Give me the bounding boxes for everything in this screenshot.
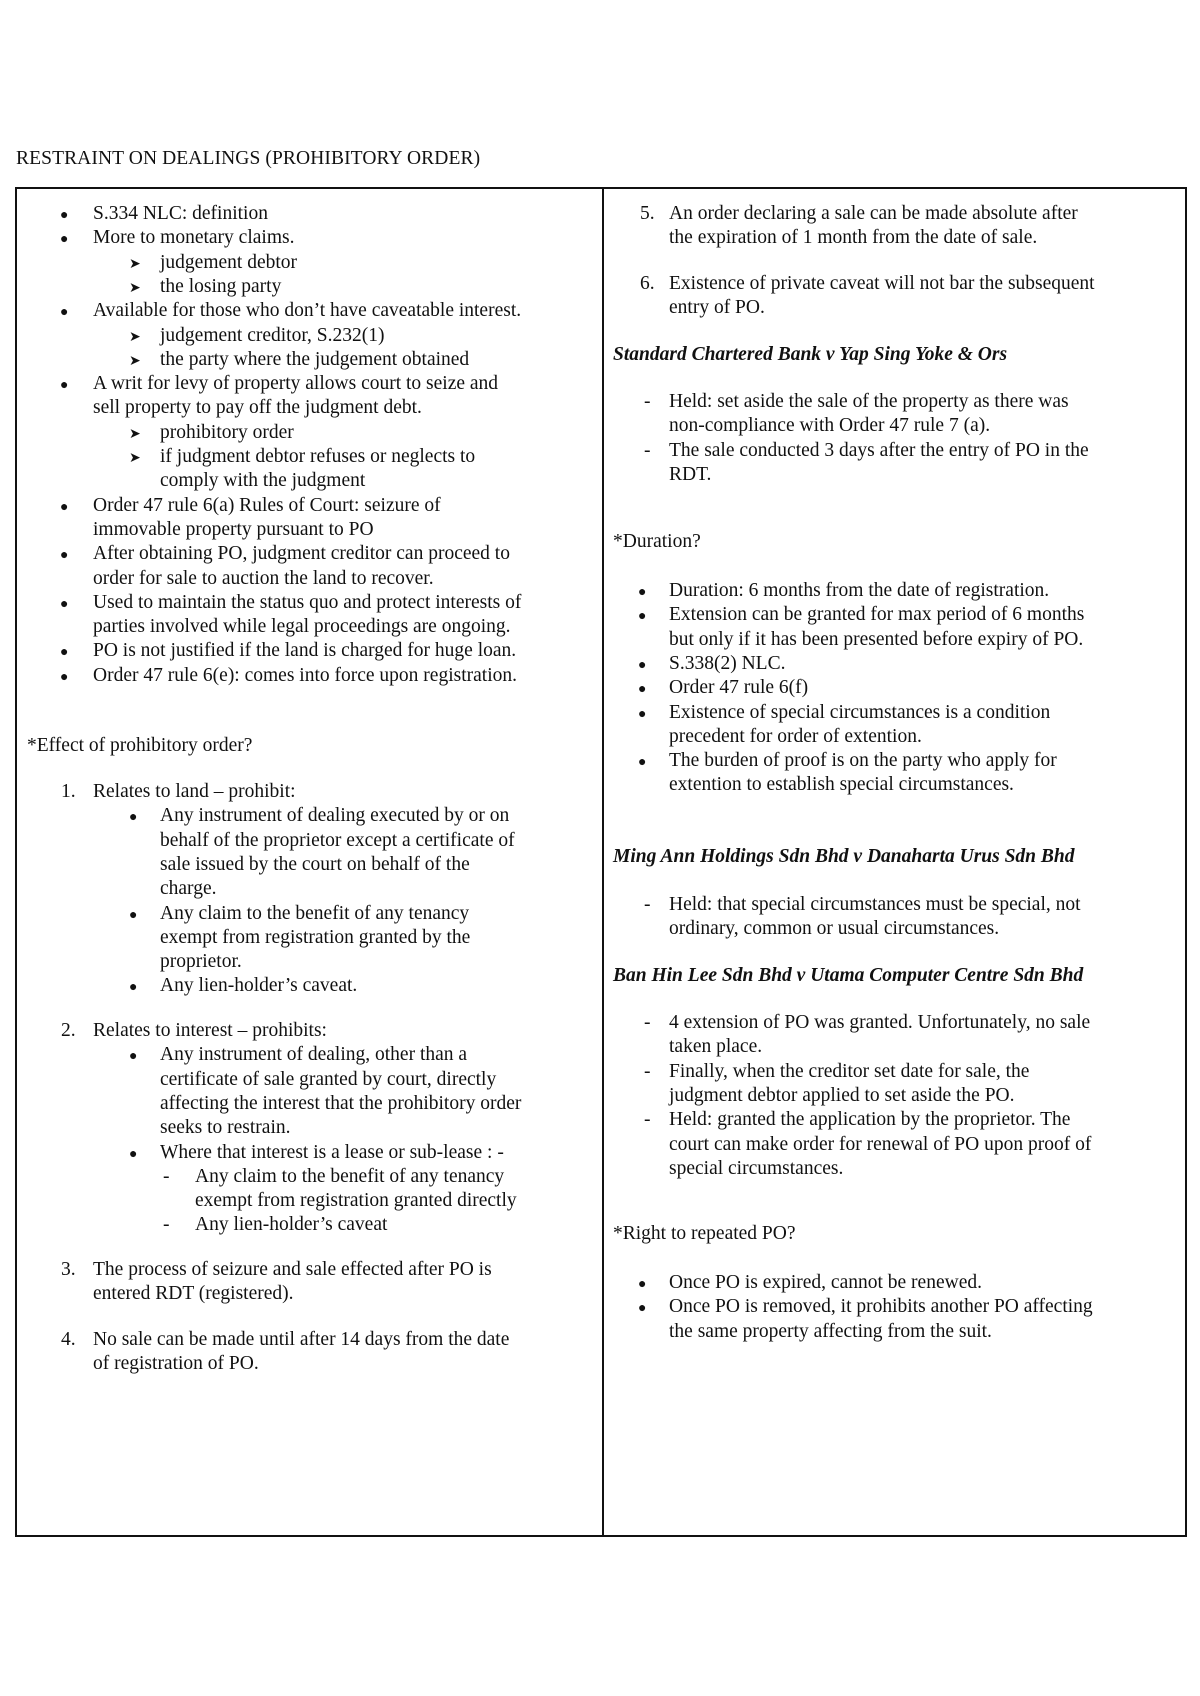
arrow-bullet-icon: ➤ [129,256,141,272]
numbered-text: of registration of PO. [93,1353,259,1375]
bullet-icon: ● [129,1146,138,1162]
case-point-text: ordinary, common or usual circumstances. [669,918,1000,940]
case-point-text: special circumstances. [669,1157,844,1179]
page-title: RESTRAINT ON DEALINGS (PROHIBITORY ORDER) [16,148,481,169]
list-number: 6. [640,273,655,294]
case-title: Ban Hin Lee Sdn Bhd v Utama Computer Centre Sdn Bhd [613,965,1084,986]
dash-marker: - [644,894,651,915]
arrow-bullet-icon: ➤ [129,353,141,369]
case-point-text: court can make order for renewal of PO upon proof of [669,1133,1092,1155]
arrow-bullet-icon: ➤ [129,280,141,296]
bullet-text: Order 47 rule 6(e): comes into force upon registration. [93,664,517,686]
duration-heading: *Duration? [613,531,701,552]
bullet-icon: ● [638,706,647,722]
bullet-text: Duration: 6 months from the date of registration. [669,580,1050,601]
bullet-icon: ● [60,669,69,685]
bullet-text: PO is not justified if the land is charged for huge loan. [93,640,517,662]
bullet-icon: ● [60,499,69,515]
sub-bullet-text: the party where the judgement obtained [160,348,470,370]
column-divider [602,189,604,1535]
case-point-text: Held: set aside the sale of the property as there was [669,391,1069,412]
numbered-text: No sale can be made until after 14 days from the date [93,1329,510,1350]
bullet-text: S.338(2) NLC. [669,652,786,674]
sub-bullet-text: comply with the judgment [160,470,366,492]
bullet-text: Extension can be granted for max period of 6 months [669,604,1085,626]
list-number: 5. [640,203,655,224]
arrow-bullet-icon: ➤ [129,451,141,466]
dash-marker: - [644,1060,651,1082]
case-title: Ming Ann Holdings Sdn Bhd v Danaharta Urus Sdn Bhd [613,846,1075,867]
dash-text: Any claim to the benefit of any tenancy [195,1165,505,1187]
bullet-text: A writ for levy of property allows court to seize and [93,373,499,395]
sub-bullet-text: Any claim to the benefit of any tenancy [160,902,470,924]
dash-text: Any lien-holder’s caveat [195,1214,388,1236]
sub-bullet-text: proprietor. [160,951,242,973]
bullet-text: After obtaining PO, judgment creditor can proceed to [93,543,510,565]
sub-bullet-text: Where that interest is a lease or sub-lease : - [160,1141,504,1163]
bullet-icon: ● [60,232,69,248]
case-point-text: Finally, when the creditor set date for sale, the [669,1060,1030,1082]
list-number: 4. [61,1329,76,1350]
bullet-text: order for sale to auction the land to recover. [93,567,434,589]
case-point-text: Held: granted the application by the proprietor. The [669,1109,1071,1131]
numbered-text: entered RDT (registered). [93,1283,294,1305]
sub-bullet-text: exempt from registration granted by the [160,926,471,948]
list-number: 2. [61,1020,76,1041]
arrow-bullet-icon: ➤ [129,426,141,442]
bullet-icon: ● [638,682,647,698]
dash-text: exempt from registration granted directly [195,1190,517,1212]
sub-bullet-text: Any instrument of dealing, other than a [160,1044,468,1066]
bullet-icon: ● [60,645,69,661]
sub-bullet-text: the losing party [160,275,282,297]
bullet-text: extention to establish special circumstances. [669,774,1014,796]
bullet-text: sell property to pay off the judgment debt. [93,397,422,419]
bullet-icon: ● [638,1301,647,1317]
numbered-text: the expiration of 1 month from the date of sale. [669,227,1038,249]
dash-marker: - [644,439,651,461]
bullet-text: the same property affecting from the suit. [669,1320,992,1342]
dash-marker: - [644,1012,651,1033]
bullet-text: More to monetary claims. [93,227,295,249]
numbered-text: Existence of private caveat will not bar the subsequent [669,273,1095,294]
bullet-icon: ● [60,548,69,564]
bullet-icon: ● [129,980,138,996]
bullet-icon: ● [638,755,647,771]
list-number: 3. [61,1259,76,1280]
case-point-text: 4 extension of PO was granted. Unfortunately, no sale [669,1012,1091,1033]
dash-marker: - [644,1109,651,1131]
bullet-text: Existence of special circumstances is a condition [669,701,1051,723]
bullet-text: but only if it has been presented before expiry of PO. [669,628,1084,650]
sub-bullet-text: prohibitory order [160,421,294,443]
bullet-text: Order 47 rule 6(f) [669,677,809,699]
case-point-text: RDT. [669,463,712,485]
numbered-text: entry of PO. [669,297,765,319]
sub-bullet-text: Any lien-holder’s caveat. [160,975,358,997]
list-number: 1. [61,781,76,802]
dash-marker: - [644,391,651,412]
repeat-heading: *Right to repeated PO? [613,1223,796,1244]
case-title: Standard Chartered Bank v Yap Sing Yoke & Ors [613,344,1008,365]
bullet-text: immovable property pursuant to PO [93,518,374,540]
numbered-text: Relates to land – prohibit: [93,781,296,802]
bullet-icon: ● [638,609,647,625]
bullet-icon: ● [638,585,647,600]
bullet-icon: ● [60,378,69,394]
bullet-text: The burden of proof is on the party who apply for [669,750,1057,772]
sub-bullet-text: charge. [160,878,217,900]
bullet-icon: ● [129,1049,138,1065]
bullet-icon: ● [60,596,69,612]
numbered-text: An order declaring a sale can be made absolute after [669,203,1078,224]
sub-bullet-text: judgement debtor [160,251,298,273]
case-point-text: Held: that special circumstances must be special, not [669,894,1081,915]
bullet-text: Available for those who don’t have caveatable interest. [93,300,522,322]
bullet-icon: ● [638,657,647,673]
sub-bullet-text: seeks to restrain. [160,1117,291,1139]
sub-bullet-text: affecting the interest that the prohibitory order [160,1092,522,1114]
bullet-icon: ● [129,907,138,923]
sub-bullet-text: behalf of the proprietor except a certificate of [160,829,515,851]
effect-heading: *Effect of prohibitory order? [27,735,253,756]
sub-bullet-text: Any instrument of dealing executed by or on [160,805,510,827]
case-point-text: The sale conducted 3 days after the entry of PO in the [669,439,1089,461]
numbered-text: The process of seizure and sale effected after PO is [93,1259,492,1280]
bullet-text: Once PO is removed, it prohibits another PO affecting [669,1296,1093,1318]
bullet-text: Used to maintain the status quo and protect interests of [93,591,522,613]
bullet-text: Once PO is expired, cannot be renewed. [669,1272,982,1293]
bullet-icon: ● [60,208,69,223]
sub-bullet-text: sale issued by the court on behalf of the [160,853,470,875]
bullet-icon: ● [60,305,69,321]
bullet-icon: ● [129,810,138,826]
dash-marker: - [163,1165,170,1187]
bullet-text: Order 47 rule 6(a) Rules of Court: seizure of [93,494,441,516]
sub-bullet-text: judgement creditor, S.232(1) [160,324,385,346]
arrow-bullet-icon: ➤ [129,329,141,345]
sub-bullet-text: certificate of sale granted by court, directly [160,1068,497,1090]
dash-marker: - [163,1214,170,1236]
notes-table [15,187,1187,1537]
bullet-text: precedent for order of extention. [669,725,922,747]
case-point-text: judgment debtor applied to set aside the PO. [669,1084,1015,1106]
bullet-text: parties involved while legal proceedings are ongoing. [93,616,511,638]
case-point-text: non-compliance with Order 47 rule 7 (a). [669,415,991,437]
case-point-text: taken place. [669,1036,763,1058]
sub-bullet-text: if judgment debtor refuses or neglects to [160,446,476,467]
bullet-icon: ● [638,1277,647,1292]
bullet-text: S.334 NLC: definition [93,203,268,224]
numbered-text: Relates to interest – prohibits: [93,1020,327,1041]
